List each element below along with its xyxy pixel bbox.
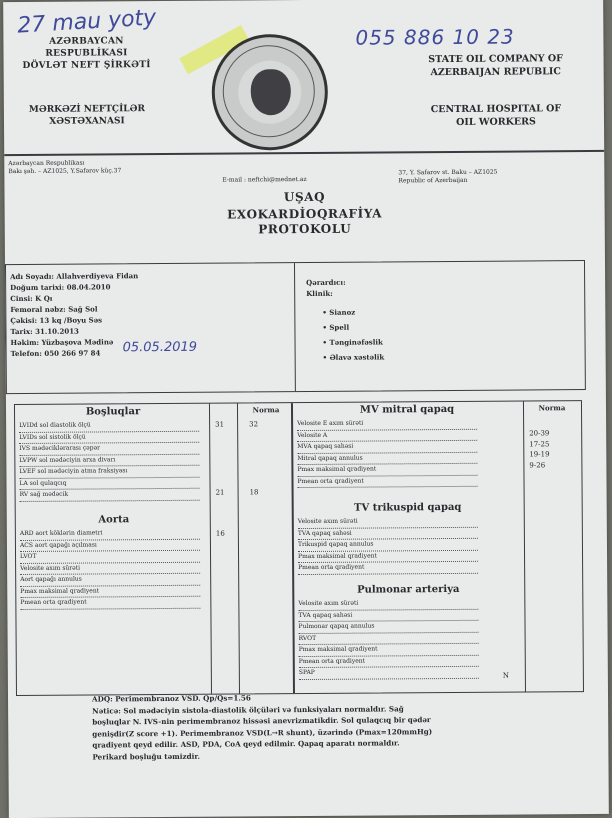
patient-sex: Cinsi: K Qı (10, 293, 53, 304)
table-row: TVA qapaq sahəsi (298, 609, 478, 622)
protocol-page (3, 0, 609, 818)
table-row: Velosite E axım sürəti (297, 418, 477, 431)
table-row: Pmax maksimal qradiyent (298, 550, 478, 563)
table-row: ARD aort köklərin diametri (20, 528, 200, 541)
diagnosis-label: Qərardıcı: (306, 277, 346, 287)
table-row: LVPW sol mədəciyin arxa divarı (19, 454, 199, 467)
clinical-item-label: Tənginəfəslik (329, 337, 383, 347)
tricuspid-heading: TV trikuspid qapaq (353, 501, 462, 514)
heart-icon (251, 69, 291, 115)
ard-value: 16 (215, 529, 225, 538)
conclusion-line: ADQ: Perimembranoz VSD. Qp/Qs=1.56 (91, 693, 251, 704)
spap-mark: N (502, 671, 510, 680)
norma-value: 9-26 (529, 460, 546, 469)
patient-doctor: Həkim: Yüzbaşova Mədinə (10, 337, 114, 348)
patient-box-divider (294, 263, 296, 391)
hospital-line: OIL WORKERS (456, 116, 536, 128)
chambers-rows (19, 420, 200, 502)
mitral-rows (297, 418, 477, 488)
table-row: Mitral qapaq annulus (297, 452, 477, 465)
table-row: Pmean orta qradiyent (299, 655, 479, 668)
clinical-item-label: Spell (329, 322, 350, 332)
contact-line: Republic of Azerbaijan (398, 176, 468, 185)
tricuspid-rows (298, 516, 478, 575)
contact-line: Azərbaycan Respublikası (8, 159, 85, 168)
aorta-heading: Aorta (98, 514, 130, 526)
hospital-line: XƏSTƏXANASI (49, 116, 125, 127)
table-row: RV sağ mədəcik (20, 489, 200, 502)
clinical-item: • Spell (322, 322, 350, 332)
patient-dob: Doğum tarixi: 08.04.2010 (10, 282, 111, 293)
norma-value: 20-39 (529, 429, 550, 438)
table-row: Pulmonar qapaq annulus (298, 621, 478, 634)
hospital-name-en (408, 102, 584, 129)
aorta-rows (20, 528, 201, 610)
clinical-item-label: Əlavə xəstəlik (329, 352, 385, 362)
table-row: RVOT (299, 632, 479, 645)
org-line: DÖVLƏT NEFT ŞİRKƏTİ (22, 60, 151, 71)
table-row: TVA qapaq sahəsi (298, 527, 478, 540)
table-row: Pmean orta qradiyent (20, 597, 200, 610)
table-row: Velosite A (297, 429, 477, 442)
table-row: Velosite axım sürəti (20, 562, 200, 575)
table-col-divider (291, 403, 295, 693)
table-row: Pmax maksimal qradiyent (297, 464, 477, 477)
table-row: Pmean orta qradiyent (297, 475, 477, 488)
doc-title-line: EXOKARDİOQRAFİYA (227, 206, 383, 222)
patient-phone: Telefon: 050 266 97 84 (10, 348, 101, 359)
norma-heading: Norma (538, 403, 566, 413)
lvidd-value: 31 (215, 420, 225, 429)
table-row: IVS mədəciklərarası çəpər (19, 443, 199, 456)
table-row: ACS aort qapağı açılması (20, 539, 200, 552)
conclusion-line: Nəticə: Sol mədəciyin sistola-diastolik ölçüləri və funksiyaları normaldır. Sağ (92, 703, 404, 716)
conclusion-line: boşluqlar N. IVS-nin perimembranoz hissəsi anevrizmatikdir. Sol qulaqcıq bir qədər (92, 715, 431, 727)
patient-femoral-pulse: Femoral nəbz: Sağ Sol (10, 304, 98, 315)
la-norma: 18 (249, 488, 259, 497)
doc-title-line: UŞAQ (283, 189, 326, 205)
org-name-en (408, 52, 584, 79)
chambers-heading: Boşluqlar (85, 406, 141, 418)
handwritten-exam-date: 05.05.2019 (122, 339, 198, 356)
table-col-divider (209, 404, 212, 694)
table-row: Aort qapağı annulus (20, 574, 200, 587)
clinical-item: • Tənginəfəslik (322, 337, 383, 347)
mitral-heading: MV mitral qapaq (359, 403, 455, 416)
conclusion-line: genişdir(Z score +1). Perimembranoz VSD(L→R shunt), üzərində (Pmax=120mmHg) (92, 726, 433, 738)
clinical-label: Klinik: (306, 288, 333, 298)
hospital-name-az (12, 103, 162, 128)
lvidd-norma: 32 (249, 420, 259, 429)
table-row: LVIDs sol sistolik ölçü (19, 431, 199, 444)
conclusion-line: Perikard boşluğu təmizdir. (92, 751, 200, 761)
table-row: LVOT (20, 551, 200, 564)
la-value: 21 (215, 488, 225, 497)
org-line: RESPUBLİKASI (45, 48, 128, 59)
table-col-divider (237, 403, 240, 693)
clinical-item-label: Sianoz (329, 307, 356, 317)
norma-value: 19-19 (529, 450, 550, 459)
org-line: STATE OIL COMPANY OF (428, 53, 563, 66)
hospital-line: MƏRKƏZİ NEFTÇİLƏR (28, 104, 145, 115)
table-row: Trikuspid qapaq annulus (298, 539, 478, 552)
clinical-list (322, 304, 384, 364)
table-row: SPAP (299, 667, 479, 680)
measurements-table (14, 400, 584, 696)
patient-info-box (5, 260, 586, 394)
conclusion-text (92, 690, 562, 762)
contact-line: 37, Y. Safarov st. Baku – AZ1025 (398, 168, 498, 177)
norma-value: 17-25 (529, 439, 550, 448)
contacts-en (398, 168, 568, 185)
clinical-item: • Sianoz (322, 307, 356, 317)
header-divider (4, 150, 604, 156)
table-col-divider (523, 401, 526, 691)
table-row: MVA qapaq sahəsi (297, 441, 477, 454)
table-row: Pmax maksimal qradiyent (299, 644, 479, 657)
table-row: LVIDd sol diastolik ölçü (19, 420, 199, 433)
table-row: Velosite axım sürəti (298, 598, 478, 611)
patient-date: Tarix: 31.10.2013 (10, 326, 79, 337)
conclusion-line: qradiyent qeyd edilir. ASD, PDA, CoA qeyd edilmir. Qapaq aparatı normaldır. (92, 738, 400, 750)
handwritten-phone: 055 886 10 23 (355, 24, 515, 50)
clinical-item: • Əlavə xəstəlik (322, 352, 385, 362)
org-line: AZƏRBAYCAN (49, 36, 124, 47)
table-row: Velosite axım sürəti (298, 516, 478, 529)
table-row: LVEF sol mədəciyin atma fraksiyası (19, 466, 199, 479)
table-row: Pmean orta qradiyent (298, 562, 478, 575)
handwritten-date: 27 mau yoty (16, 5, 157, 39)
contact-email: E-mail : neftchi@mednet.az (222, 175, 307, 184)
patient-name: Adı Soyadı: Allahverdiyeva Fidan (10, 271, 139, 282)
contacts-az (8, 159, 178, 176)
contact-line: Bakı şəh. – AZ1025, Y.Səfərov küç.37 (8, 167, 122, 176)
patient-weight: Çəkisi: 13 kq /Boyu Səs (10, 315, 103, 326)
org-name-az (11, 35, 161, 72)
hospital-seal-logo (211, 34, 328, 151)
mitral-norma-values (529, 428, 549, 470)
table-row: Pmax maksimal qradiyent (20, 585, 200, 598)
norma-heading: Norma (252, 405, 280, 415)
pulmonary-rows (298, 598, 479, 680)
table-row: LA sol qulaqcıq (19, 477, 199, 490)
pulmonary-heading: Pulmonar arteriya (357, 583, 460, 596)
doc-title-line: PROTOKOLU (258, 221, 352, 237)
hospital-line: CENTRAL HOSPITAL OF (430, 103, 562, 116)
org-line: AZERBAIJAN REPUBLIC (430, 66, 561, 79)
